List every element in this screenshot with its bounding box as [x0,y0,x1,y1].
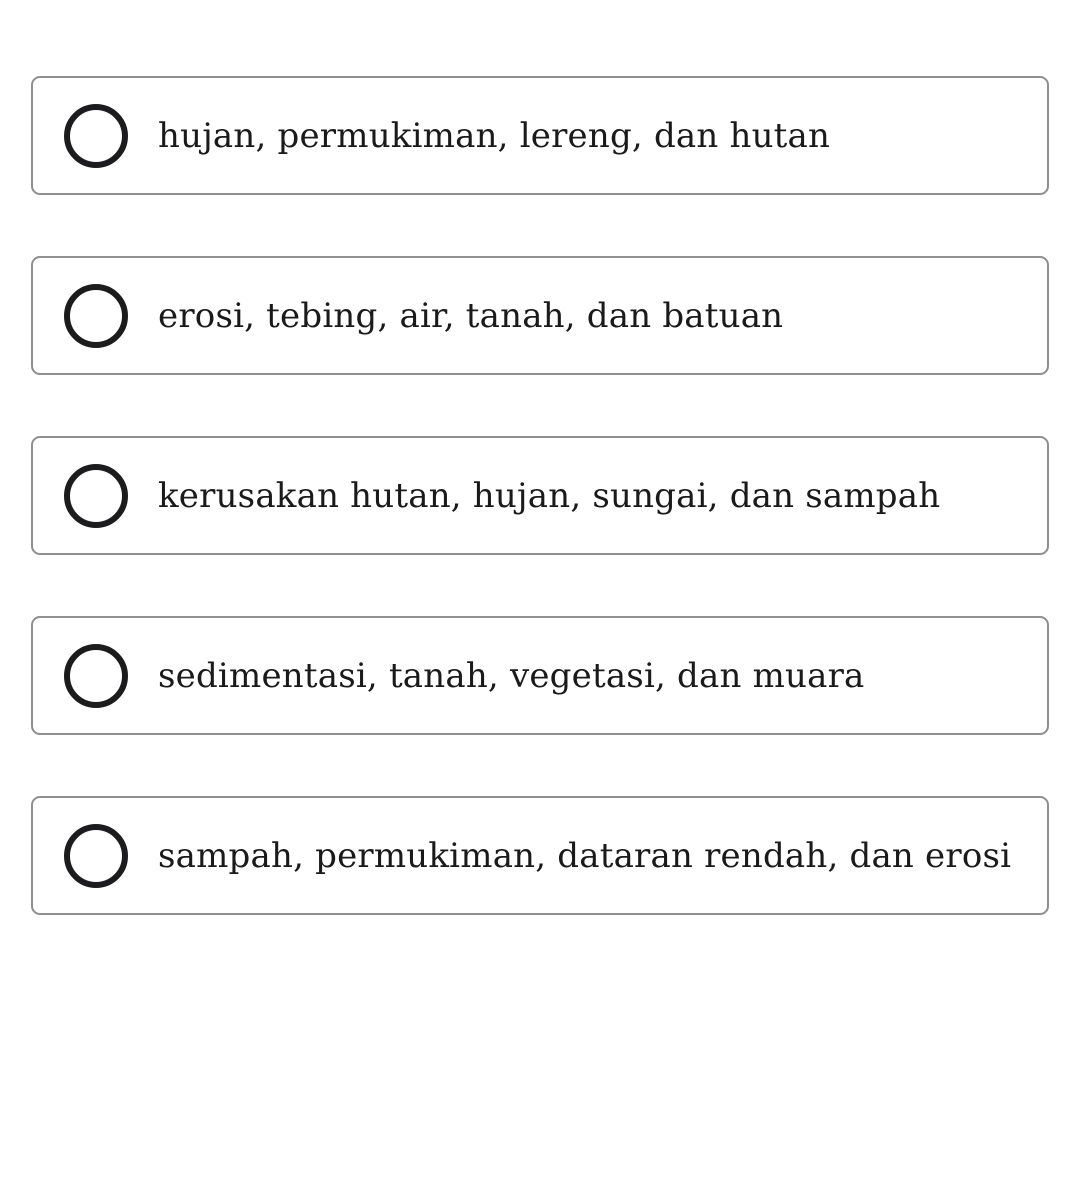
answer-option-label: sampah, permukiman, dataran rendah, dan erosi [158,835,1012,876]
radio-button-icon[interactable] [64,284,128,348]
radio-button-icon[interactable] [64,824,128,888]
answer-option-label: erosi, tebing, air, tanah, dan batuan [158,295,784,336]
answer-option-1[interactable] [31,76,1049,195]
answer-option-4[interactable] [31,616,1049,735]
answer-option-label: sedimentasi, tanah, vegetasi, dan muara [158,655,865,696]
answer-option-label: kerusakan hutan, hujan, sungai, dan sampah [158,475,941,516]
radio-button-icon[interactable] [64,464,128,528]
radio-button-icon[interactable] [64,104,128,168]
radio-button-icon[interactable] [64,644,128,708]
answer-option-2[interactable] [31,256,1049,375]
answer-option-5[interactable] [31,796,1049,915]
answer-option-3[interactable] [31,436,1049,555]
answer-options-list [31,76,1049,976]
answer-option-label: hujan, permukiman, lereng, dan hutan [158,115,831,156]
